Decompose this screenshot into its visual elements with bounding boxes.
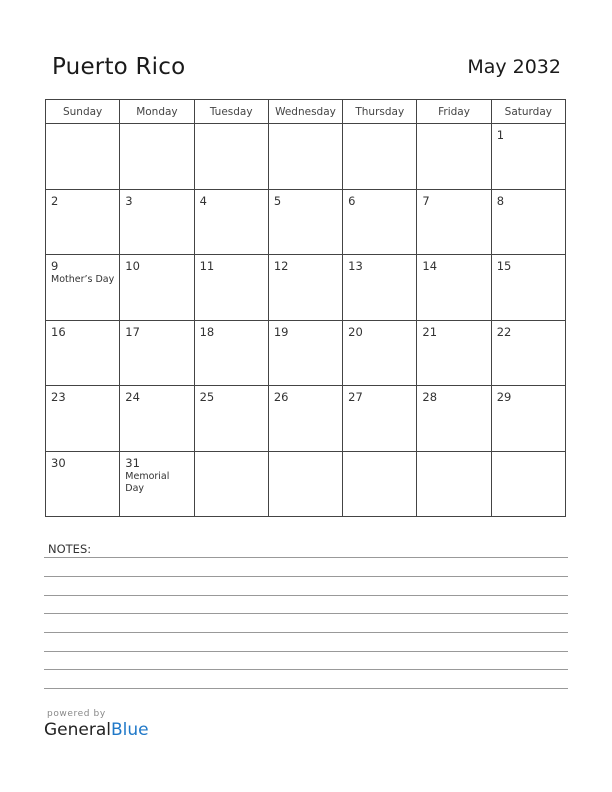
day-number: 13	[348, 259, 363, 273]
day-number: 22	[496, 324, 512, 339]
day-number: 23	[51, 390, 66, 404]
note-line	[44, 613, 568, 614]
note-line	[44, 688, 568, 689]
day-cell	[268, 386, 342, 452]
day-number: 28	[422, 390, 438, 404]
note-line	[44, 557, 568, 558]
day-number: 14	[422, 259, 438, 273]
day-cell	[417, 386, 491, 452]
day-cell	[46, 124, 120, 190]
weekday-sunday: Sunday	[46, 100, 120, 124]
day-cell	[46, 451, 120, 517]
day-cell	[46, 255, 120, 321]
note-line	[44, 576, 568, 577]
day-cell	[194, 189, 268, 255]
day-cell	[46, 320, 120, 386]
day-number: 2	[51, 193, 59, 208]
week-row	[46, 386, 566, 452]
day-cell	[417, 189, 491, 255]
brand-blue: Blue	[111, 720, 149, 740]
day-cell	[491, 320, 565, 386]
week-row	[46, 451, 566, 517]
day-cell	[417, 451, 491, 517]
month-year-label: May 2032	[467, 56, 561, 78]
day-cell	[120, 189, 194, 255]
day-cell	[120, 124, 194, 190]
day-number: 20	[348, 324, 363, 339]
day-number: 9	[51, 259, 59, 273]
day-number: 10	[125, 259, 140, 273]
day-cell	[194, 124, 268, 190]
note-line	[44, 651, 568, 652]
day-number: 26	[273, 390, 289, 404]
day-number: 3	[125, 193, 133, 208]
day-cell	[46, 189, 120, 255]
day-cell	[491, 386, 565, 452]
day-number: 15	[496, 259, 512, 273]
weekday-tuesday: Tuesday	[194, 100, 268, 124]
brand-logo	[44, 720, 149, 740]
day-cell	[268, 124, 342, 190]
calendar-grid	[45, 99, 566, 517]
day-cell	[46, 386, 120, 452]
weekday-thursday: Thursday	[343, 100, 417, 124]
day-number: 5	[273, 193, 282, 208]
day-cell	[417, 320, 491, 386]
powered-by-text: powered by	[47, 709, 106, 719]
day-number: 18	[199, 324, 215, 339]
day-number: 30	[51, 455, 66, 470]
day-cell	[268, 255, 342, 321]
day-cell	[268, 451, 342, 517]
day-cell	[194, 386, 268, 452]
week-row	[46, 255, 566, 321]
brand-general: General	[44, 720, 111, 740]
day-cell	[343, 386, 417, 452]
day-number: 21	[422, 324, 438, 339]
week-row	[46, 189, 566, 255]
weekday-saturday: Saturday	[491, 100, 565, 124]
week-row	[46, 124, 566, 190]
note-line	[44, 632, 568, 633]
day-cell	[268, 320, 342, 386]
note-line	[44, 595, 568, 596]
calendar-body	[46, 124, 566, 517]
day-cell	[417, 255, 491, 321]
day-cell	[343, 320, 417, 386]
day-number: 17	[125, 324, 140, 339]
week-row	[46, 320, 566, 386]
holiday-label: Mother’s Day	[51, 274, 115, 285]
weekday-wednesday: Wednesday	[268, 100, 342, 124]
day-cell	[120, 451, 194, 517]
day-cell	[268, 189, 342, 255]
note-line	[44, 669, 568, 670]
day-number: 19	[273, 324, 289, 339]
day-cell	[343, 124, 417, 190]
day-number: 29	[496, 390, 512, 404]
day-cell	[120, 386, 194, 452]
day-number: 27	[348, 390, 363, 404]
notes-label: NOTES:	[48, 542, 92, 556]
day-cell	[120, 255, 194, 321]
day-number: 31	[125, 455, 140, 470]
day-cell	[194, 320, 268, 386]
day-number: 11	[199, 259, 215, 273]
day-cell	[194, 451, 268, 517]
day-number: 16	[51, 324, 66, 339]
day-cell	[194, 255, 268, 321]
weekday-monday: Monday	[120, 100, 194, 124]
day-number: 6	[348, 193, 356, 208]
day-cell	[343, 451, 417, 517]
day-number: 7	[422, 193, 430, 208]
day-cell	[491, 451, 565, 517]
day-number: 8	[496, 193, 505, 208]
holiday-label: Memorial Day	[125, 470, 170, 494]
day-cell	[417, 124, 491, 190]
day-cell	[343, 189, 417, 255]
day-number: 12	[273, 259, 289, 273]
day-cell	[343, 255, 417, 321]
page-title: Puerto Rico	[52, 54, 186, 80]
day-number: 24	[125, 390, 140, 404]
day-number: 25	[199, 390, 215, 404]
day-cell	[491, 124, 565, 190]
day-cell	[491, 255, 565, 321]
day-cell	[491, 189, 565, 255]
day-number: 4	[199, 193, 207, 208]
weekday-friday: Friday	[417, 100, 491, 124]
weekday-header-row	[46, 100, 566, 124]
day-cell	[120, 320, 194, 386]
day-number: 1	[496, 128, 505, 142]
